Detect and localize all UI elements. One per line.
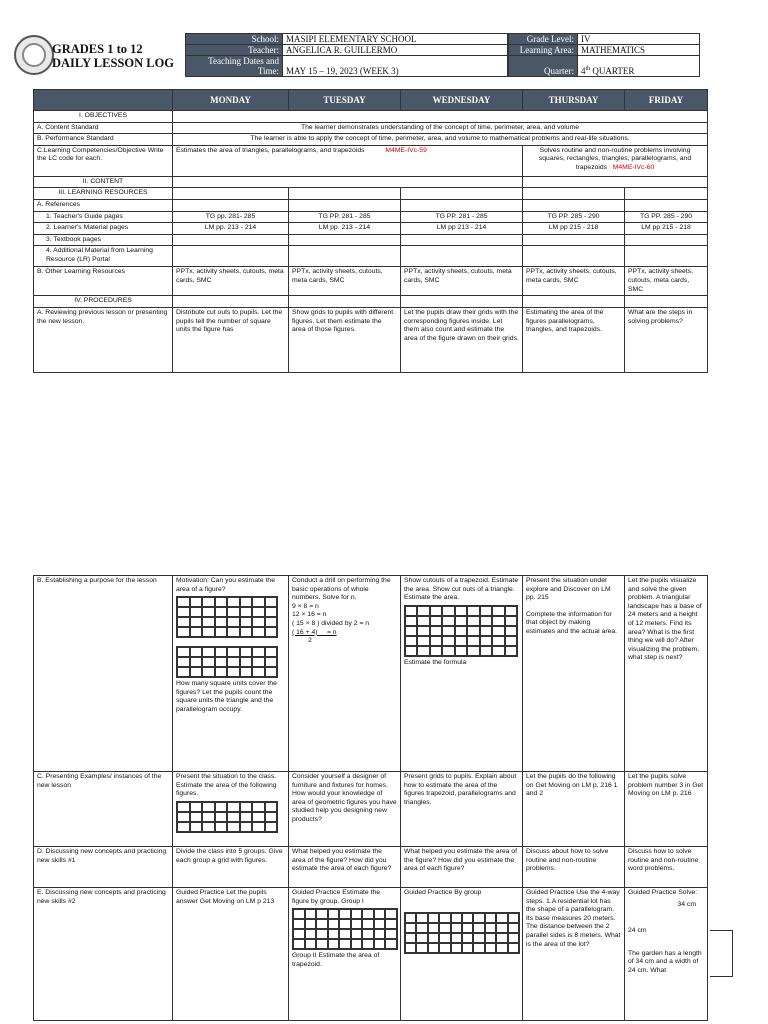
presenting-monday: Present the situation to the class. Estimate the area of the following figures. (173, 772, 289, 847)
reviewing-friday: What are the steps in solving problems? (625, 307, 708, 372)
performance-standard-text: The learner is able to apply the concept of time, perimeter, area, and volume to mathematical problems and real-life situations. (173, 134, 708, 146)
header-info-left (185, 33, 508, 77)
square-grid-group-1 (292, 908, 398, 950)
quarter-label: Quarter: (509, 56, 578, 77)
discussing-2-friday: Guided Practice Solve: 34 cm 24 cm The garden has a length of 34 cm and a width of 24 cm. What (625, 888, 708, 1021)
section-learning-resources: III. LEARNING RESOURCES (34, 188, 173, 200)
day-header-wednesday: WEDNESDAY (401, 90, 523, 111)
discussing-2-wednesday: Guided Practice By group (401, 888, 523, 1021)
presenting-thursday: Let the pupils do the following on Get Moving on LM p. 216 1 and 2 (523, 772, 625, 847)
presenting-examples-label: C. Presenting Examples/ instances of the new lesson (34, 772, 173, 847)
establishing-wednesday: Show cutouts of a trapezoid. Estimate the area. Show cut outs of a triangle. Estimate the area. Estimate the formula (401, 576, 523, 772)
teacher-label: Teacher: (186, 45, 283, 56)
lm-pages-label: 2. Learner's Material pages (34, 223, 173, 235)
lesson-table-top (33, 89, 708, 373)
discussing-2-tuesday: Guided Practice Estimate the figure by group. Group I Group II Estimate the area of trapezoid. (289, 888, 401, 1021)
learning-competencies-label: C.Learning Competencies/Objective Write the LC code for each. (34, 145, 173, 176)
tg-monday: TG pp. 281- 285 (173, 211, 289, 223)
other-tuesday: PPTx, activity sheets, cutouts, meta cards, SMC (289, 267, 401, 296)
square-grid-wednesday (404, 605, 518, 657)
other-monday: PPTx, activity sheets, cutouts, meta cards, SMC (173, 267, 289, 296)
day-header-monday: MONDAY (173, 90, 289, 111)
square-grid-parallelogram (176, 646, 278, 678)
deped-seal-logo (14, 35, 54, 75)
area-label: Learning Area: (509, 45, 578, 56)
textbook-pages-label: 3. Textbook pages (34, 234, 173, 246)
discussing-1-friday: Discuss how to solve routine and non-routine word problems. (625, 847, 708, 888)
section-content: II. CONTENT (34, 176, 173, 188)
dates-value: MAY 15 – 19, 2023 (WEEK 3) (283, 56, 508, 77)
square-grid-triangle (176, 596, 278, 638)
grade-value: IV (578, 34, 700, 45)
establishing-monday: Motivation: Can you estimate the area of a figure? How many square units cover the figures? Let the pupils count the square units the triangle and the parallelogram occupy. (173, 576, 289, 772)
quarter-value: 4th QUARTER (578, 56, 700, 77)
tg-friday: TG PP. 285 - 290 (625, 211, 708, 223)
school-label: School: (186, 34, 283, 45)
discussing-1-tuesday: What helped you estimate the area of the figure? How did you estimate the area of each figure? (289, 847, 401, 888)
lm-tuesday: LM pp. 213 - 214 (289, 223, 401, 235)
lm-wednesday: LM pp 213 - 214 (401, 223, 523, 235)
header-info-right (508, 33, 700, 77)
discussing-1-thursday: Discuss about how to solve routine and non-routine problems. (523, 847, 625, 888)
discussing-2-thursday: Guided Practice Use the 4-way steps. 1.A residential lot has the shape of a parallelogram. Its base measures 20 meters. The distance between the 2 parallel sides is 8 meters. What is the area of the lot? (523, 888, 625, 1021)
content-standard-label: A. Content Standard (34, 122, 173, 134)
area-value: MATHEMATICS (578, 45, 700, 56)
day-header-friday: FRIDAY (625, 90, 708, 111)
presenting-wednesday: Present grids to pupils. Explain about how to estimate the area of the figures trapezoid, parallelograms and triangles. (401, 772, 523, 847)
dates-label: Teaching Dates and Time: (186, 56, 283, 77)
discussing-1-wednesday: What helped you estimate the area of the figure? How did you estimate the area of each figure? (401, 847, 523, 888)
establishing-purpose-label: B. Establishing a purpose for the lesson (34, 576, 173, 772)
presenting-tuesday: Consider yourself a designer of furniture and fixtures for homes. How would your knowledge of area of geometric figures you have studied help you designing new products? (289, 772, 401, 847)
lesson-log-page-1 (0, 0, 768, 400)
lesson-log-page-2 (0, 574, 768, 1024)
references-label: A. References (34, 199, 173, 211)
additional-material-label: 4. Additional Material from Learning Resource (LR) Portal (34, 246, 173, 267)
title-line-1: GRADES 1 to 12 (52, 42, 143, 56)
lesson-table-bottom (33, 575, 708, 1021)
lm-thursday: LM pp 215 - 218 (523, 223, 625, 235)
reviewing-thursday: Estimating the area of the figures parallelograms, triangles, and trapezoids. (523, 307, 625, 372)
section-objectives: I. OBJECTIVES (34, 111, 173, 123)
establishing-tuesday: Conduct a drill on performing the basic operations of whole numbers. Solve for n. 9 × 8 = n 12 × 16 = n ( 15 × 8 ) divided by 2 = n ( 16 + 4)__ = n 2 (289, 576, 401, 772)
school-value: MASIPI ELEMENTARY SCHOOL (283, 34, 508, 45)
lc-code-59: M4ME-IVc-59 (385, 146, 427, 154)
square-grid-presenting (176, 801, 278, 833)
square-grid-by-group (404, 912, 520, 954)
performance-standard-label: B. Performance Standard (34, 134, 173, 146)
teacher-value: ANGELICA R. GUILLERMO (283, 45, 508, 56)
dll-title (52, 42, 174, 70)
other-resources-label: B. Other Learning Resources (34, 267, 173, 296)
discussing-2-label: E. Discussing new concepts and practicing new skills #2 (34, 888, 173, 1021)
title-line-2: DAILY LESSON LOG (52, 56, 175, 70)
lm-monday: LM pp. 213 - 214 (173, 223, 289, 235)
tg-thursday: TG PP. 285 - 290 (523, 211, 625, 223)
other-wednesday: PPTx, activity sheets, cutouts, meta cards, SMC (401, 267, 523, 296)
reviewing-wednesday: Let the pupils draw their grids with the corresponding figures inside. Let them also count and estimate the area of the figure drawn on their grids. (401, 307, 523, 372)
day-header-tuesday: TUESDAY (289, 90, 401, 111)
tg-wednesday: TG PP. 281 - 285 (401, 211, 523, 223)
other-friday: PPTx, activity sheets, cutouts, meta cards, SMC (625, 267, 708, 296)
reviewing-monday: Distribute cut outs to pupils. Let the pupils tell the number of square units the figure has (173, 307, 289, 372)
reviewing-tuesday: Show grids to pupils with different figures. Let them estimate the area of those figures. (289, 307, 401, 372)
content-standard-text: The learner demonstrates understanding of the concept of time, perimeter, area, and volume (173, 122, 708, 134)
tg-tuesday: TG PP. 281 - 285 (289, 211, 401, 223)
lc-code-60: M4ME-IVc-60 (612, 163, 655, 171)
reviewing-label: A. Reviewing previous lesson or presenting the new lesson. (34, 307, 173, 372)
discussing-1-label: D. Discussing new concepts and practicing new skills #1 (34, 847, 173, 888)
lc-thu-fri: Solves routine and non-routine problems involving squares, rectangles, triangles, parallelograms, and trapezoids M4ME-IVc-60 (523, 145, 708, 176)
tg-pages-label: 1. Teacher's Guide pages (34, 211, 173, 223)
discussing-2-monday: Guided Practice Let the pupils answer Get Moving on LM p 213 (173, 888, 289, 1021)
other-thursday: PPTx, activity sheets, cutouts, meta cards, SMC (523, 267, 625, 296)
section-procedures: IV. PROCEDURES (34, 296, 173, 308)
establishing-thursday: Present the situation under explore and Discover on LM pp. 215 Complete the information for that object by making estimates and the actual area. (523, 576, 625, 772)
grade-label: Grade Level: (509, 34, 578, 45)
presenting-friday: Let the pupils solve problem number 3 in Get Moving on LM p. 216 (625, 772, 708, 847)
corner-header (34, 90, 173, 111)
rectangle-figure-outline (710, 930, 733, 977)
lc-mon-wed: Estimates the area of triangles, parallelograms, and trapezoids M4ME-IVc-59 (173, 145, 523, 176)
day-header-thursday: THURSDAY (523, 90, 625, 111)
discussing-1-monday: Divide the class into 5 groups. Give each group a grid with figures. (173, 847, 289, 888)
lm-friday: LM pp 215 - 218 (625, 223, 708, 235)
establishing-friday: Let the pupils visualize and solve the given problem. A triangular landscape has a base of 24 meters and a height of 12 meters. Find its area? What is the first thing we will do? After visualizing the problem, what step is next? (625, 576, 708, 772)
